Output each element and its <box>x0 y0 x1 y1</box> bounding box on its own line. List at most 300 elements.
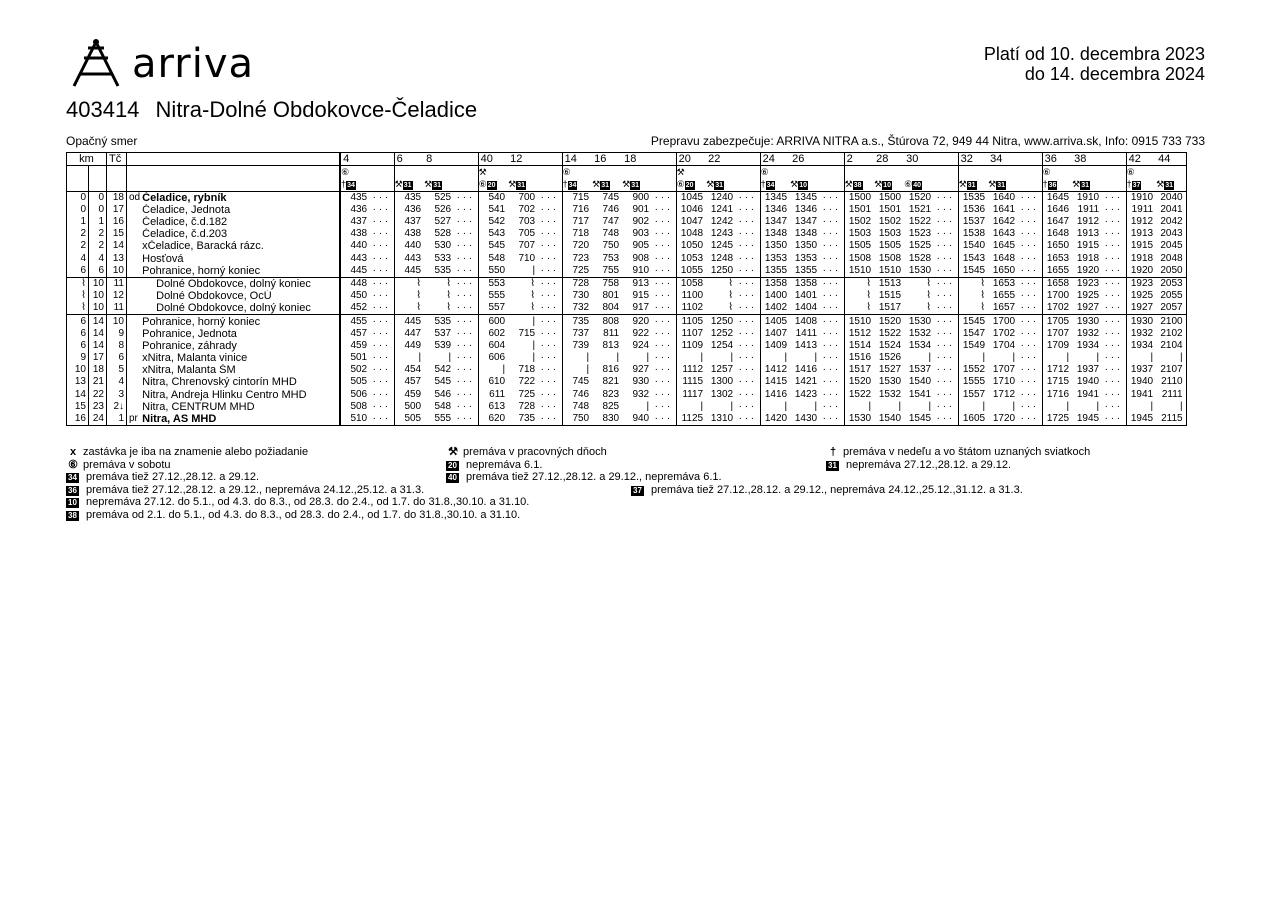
departure-time: 1945 <box>1076 413 1100 425</box>
departure-time: 1530 <box>848 413 872 425</box>
departure-time: 1712 <box>992 388 1016 400</box>
note-symbol: ⑥ <box>478 179 487 190</box>
departure-time: 606 <box>488 352 506 364</box>
stop-row <box>67 315 1187 328</box>
departure-time: · · · <box>538 352 562 364</box>
departure-time: 1537 <box>908 364 932 376</box>
departure-time: 1243 <box>710 228 734 240</box>
departure-time: · · · <box>538 265 562 278</box>
departure-time: 821 <box>602 376 620 388</box>
departure-time: · · · <box>370 413 394 426</box>
departure-time: · · · <box>370 290 394 302</box>
departure-time: · · · <box>652 364 676 376</box>
trip-note <box>508 166 538 179</box>
trip-note <box>478 178 508 191</box>
note-symbol: ⚒ <box>1156 179 1165 190</box>
legend-text: premáva tiež 27.12.,28.12. a 29.12., nepremáva 24.12.,25.12. a 31.3. <box>82 483 425 496</box>
departure-time: · · · <box>820 240 844 252</box>
departure-time: · · · <box>538 364 562 376</box>
stop-km-1: 6 <box>67 265 89 278</box>
stop-row <box>67 277 1187 290</box>
departure-time: 1500 <box>878 191 902 203</box>
stop-row <box>67 228 1187 240</box>
departure-time: 1932 <box>1130 327 1154 339</box>
departure-time: 447 <box>404 327 422 339</box>
departure-time: | <box>700 352 704 364</box>
note-symbol: ⑥ <box>1126 167 1135 178</box>
validity-period <box>984 44 1205 84</box>
departure-time: 437 <box>350 216 368 228</box>
departure-time: · · · <box>736 413 760 426</box>
departure-time: · · · <box>820 216 844 228</box>
departure-time: 2042 <box>1160 216 1183 228</box>
stop-km-2: 2 <box>89 240 107 252</box>
trip-number <box>1102 153 1126 166</box>
departure-time: 1501 <box>848 203 872 215</box>
departure-time: 710 <box>518 252 536 264</box>
note-badge: 20 <box>685 182 694 190</box>
departure-time: · · · <box>736 352 760 364</box>
departure-time: 2111 <box>1161 388 1183 400</box>
departure-time: 1405 <box>760 315 790 328</box>
departure-time: ⌇ <box>728 302 734 314</box>
departure-time: 1240 <box>710 191 734 203</box>
departure-time: · · · <box>652 265 676 278</box>
departure-time: 454 <box>404 364 422 376</box>
departure-time: · · · <box>820 376 844 388</box>
trip-note <box>562 178 592 191</box>
departure-time: 1048 <box>680 228 704 240</box>
departure-time: 2100 <box>1156 315 1186 328</box>
departure-time: 758 <box>592 277 622 290</box>
departure-time: 500 <box>404 400 422 412</box>
departure-time: 1932 <box>1076 327 1100 339</box>
departure-time: 435 <box>404 191 422 203</box>
departure-time: 940 <box>632 413 650 425</box>
departure-time: 745 <box>572 376 590 388</box>
departure-time: ⌇ <box>958 277 988 290</box>
departure-time: 1310 <box>710 413 734 425</box>
stop-km-2: 0 <box>89 204 107 216</box>
departure-time: 1502 <box>878 216 902 228</box>
departure-time: 2057 <box>1160 302 1183 314</box>
departure-time: | <box>616 352 620 364</box>
departure-time: 1535 <box>962 191 986 203</box>
departure-time: 735 <box>562 315 592 328</box>
departure-time: 830 <box>602 413 620 425</box>
departure-time: · · · <box>1102 191 1126 204</box>
departure-time: · · · <box>370 364 394 376</box>
departure-time: 739 <box>572 339 590 351</box>
note-symbol: ⚒ <box>592 179 601 190</box>
departure-time: 1526 <box>878 352 902 364</box>
trip-number <box>370 153 394 166</box>
departure-time: 1404 <box>794 302 818 314</box>
departure-time: · · · <box>1102 340 1126 352</box>
departure-time: | <box>868 400 872 412</box>
departure-time: 1053 <box>680 252 704 264</box>
departure-time: 445 <box>350 264 368 276</box>
departure-time: · · · <box>1018 290 1042 302</box>
departure-time: 718 <box>518 364 536 376</box>
stop-row <box>67 401 1187 413</box>
note-symbol: ⑥ <box>1042 167 1051 178</box>
departure-time: · · · <box>820 328 844 340</box>
trip-note <box>1042 166 1072 179</box>
stop-arr-dep <box>127 277 141 290</box>
departure-time: · · · <box>934 302 958 315</box>
departure-time: · · · <box>538 376 562 388</box>
departure-time: 1541 <box>908 388 932 400</box>
note-symbol: ⑥ <box>562 167 571 178</box>
departure-time: 546 <box>434 388 452 400</box>
departure-time: ⌇ <box>416 290 422 302</box>
legend-symbol: 31 <box>828 460 837 470</box>
departure-time: 930 <box>632 376 650 388</box>
departure-time: 457 <box>350 327 368 339</box>
departure-time: · · · <box>1102 352 1126 364</box>
departure-time: 1408 <box>790 315 820 328</box>
departure-time: 748 <box>572 400 590 412</box>
route-name: Nitra-Dolné Obdokovce-Čeladice <box>155 97 478 122</box>
departure-time: · · · <box>652 328 676 340</box>
departure-time: · · · <box>370 401 394 413</box>
departure-time: 1530 <box>878 376 902 388</box>
departure-time: 1715 <box>1046 376 1070 388</box>
departure-time: 1510 <box>878 264 902 276</box>
stop-km-2: 10 <box>89 277 107 290</box>
departure-time: 1401 <box>794 290 818 302</box>
legend-text: premáva od 2.1. do 5.1., od 4.3. do 8.3., od 28.3. do 2.4., od 1.7. do 31.8.,30.10. a 31.10. <box>82 508 521 521</box>
departure-time: 450 <box>350 290 368 302</box>
departure-time: · · · <box>454 228 478 240</box>
trip-note <box>1018 178 1042 191</box>
departure-time: 1300 <box>710 376 734 388</box>
trip-note <box>676 178 706 191</box>
departure-time: 1402 <box>764 302 788 314</box>
legend-symbol: 40 <box>448 473 457 482</box>
stop-name: Pohranice, horný koniec <box>140 315 340 328</box>
departure-time: 1501 <box>878 203 902 215</box>
departure-time: 811 <box>603 327 620 339</box>
departure-time: 539 <box>434 339 452 351</box>
departure-time: · · · <box>370 240 394 252</box>
note-symbol: † <box>1126 179 1132 190</box>
departure-time: 1423 <box>794 388 818 400</box>
departure-time: · · · <box>1102 253 1126 265</box>
stop-tariff-zone: 13 <box>107 253 127 265</box>
legend-item <box>66 509 520 522</box>
departure-time: 1530 <box>904 315 934 328</box>
note-symbol: ⚒ <box>676 167 685 178</box>
note-badge: 31 <box>403 182 412 190</box>
departure-time: 722 <box>518 376 536 388</box>
departure-time: 720 <box>572 240 590 252</box>
departure-time: ⌇ <box>416 302 422 314</box>
note-symbol: ⚒ <box>988 179 997 190</box>
departure-time: 1055 <box>680 264 704 276</box>
departure-time: 1241 <box>710 203 734 215</box>
departure-time: 1109 <box>681 339 704 351</box>
departure-time: 1923 <box>1126 277 1156 290</box>
departure-time: 746 <box>602 203 620 215</box>
trip-note <box>1072 166 1102 179</box>
stop-arr-dep <box>127 315 141 328</box>
stop-tariff-zone: 4 <box>107 376 127 388</box>
departure-time: 501 <box>350 352 368 364</box>
departure-time: 1940 <box>1130 376 1154 388</box>
departure-time: ⌇ <box>530 290 536 302</box>
legend-item <box>66 446 308 459</box>
departure-time: 1648 <box>992 252 1016 264</box>
trip-note <box>508 178 538 191</box>
departure-time: 1242 <box>710 216 734 228</box>
departure-time: · · · <box>736 253 760 265</box>
departure-time: 2107 <box>1160 364 1183 376</box>
departure-time: · · · <box>736 364 760 376</box>
departure-time: 1712 <box>1046 364 1070 376</box>
departure-time: 750 <box>602 240 620 252</box>
note-badge: 31 <box>967 182 976 190</box>
note-badge: 31 <box>997 182 1005 190</box>
departure-time: 602 <box>488 327 506 339</box>
departure-time: · · · <box>538 315 562 328</box>
departure-time: · · · <box>1102 228 1126 240</box>
departure-time: · · · <box>370 277 394 290</box>
stop-row <box>67 191 1187 204</box>
stop-arr-dep <box>127 204 141 216</box>
departure-time: 1347 <box>764 216 788 228</box>
departure-time: 745 <box>602 191 620 203</box>
departure-time: · · · <box>1018 191 1042 204</box>
departure-time: · · · <box>1018 340 1042 352</box>
legend-symbol: ⑥ <box>68 458 78 471</box>
departure-time: · · · <box>652 290 676 302</box>
departure-time: 825 <box>602 400 620 412</box>
departure-time: 1642 <box>992 216 1016 228</box>
departure-time: 1412 <box>764 364 788 376</box>
trip-note <box>562 166 592 179</box>
departure-time: · · · <box>538 277 562 290</box>
trip-note <box>706 166 736 179</box>
departure-time: 2045 <box>1160 240 1183 252</box>
stop-arr-dep <box>127 240 141 252</box>
trip-note <box>874 166 904 179</box>
departure-time: 1400 <box>764 290 788 302</box>
departure-time: 1407 <box>764 327 788 339</box>
departure-time: · · · <box>370 302 394 315</box>
legend-item <box>66 459 171 472</box>
departure-time: 1107 <box>681 327 704 339</box>
departure-time: 1655 <box>992 290 1016 302</box>
departure-time: 527 <box>434 216 452 228</box>
stop-km-1: 1 <box>67 216 89 228</box>
departure-time: · · · <box>934 413 958 426</box>
note-symbol: ⚒ <box>424 179 433 190</box>
departure-time: 611 <box>489 388 506 400</box>
trip-number: 22 <box>706 153 736 166</box>
departure-time: · · · <box>934 401 958 413</box>
departure-time: ⌇ <box>530 302 536 314</box>
trip-note <box>454 166 478 179</box>
departure-time: ⌇ <box>926 290 932 302</box>
legend-text: nepremáva 27.12.,28.12. a 29.12. <box>842 458 1012 471</box>
stop-km-1: 4 <box>67 253 89 265</box>
departure-time: · · · <box>736 376 760 388</box>
departure-time: · · · <box>652 216 676 228</box>
departure-time: · · · <box>1102 240 1126 252</box>
km-header: km <box>67 153 107 166</box>
departure-time: · · · <box>820 340 844 352</box>
trip-note <box>1126 166 1156 179</box>
departure-time: 1655 <box>1046 264 1070 276</box>
departure-time: · · · <box>652 376 676 388</box>
trip-note <box>736 178 760 191</box>
trip-note <box>958 178 988 191</box>
departure-time: 1522 <box>848 388 872 400</box>
departure-time: 1416 <box>794 364 818 376</box>
stop-arr-dep <box>127 253 141 265</box>
departure-time: | <box>898 400 902 412</box>
departure-time: · · · <box>370 352 394 364</box>
departure-time: 1358 <box>790 277 820 290</box>
departure-time: 1046 <box>680 203 704 215</box>
departure-time: · · · <box>736 228 760 240</box>
departure-time: · · · <box>454 302 478 315</box>
departure-time: | <box>700 400 704 412</box>
departure-time: · · · <box>1102 364 1126 376</box>
departure-time: 902 <box>632 216 650 228</box>
trip-note <box>1102 166 1126 179</box>
departure-time: 1302 <box>710 388 734 400</box>
stop-km-2: 14 <box>89 328 107 340</box>
stop-arr-dep: od <box>129 191 141 203</box>
departure-time: · · · <box>1018 401 1042 413</box>
departure-time: 1920 <box>1130 264 1154 276</box>
note-symbol: ⚒ <box>478 167 487 178</box>
departure-time: 1648 <box>1046 228 1070 240</box>
stop-km-2: 1 <box>89 216 107 228</box>
departure-time: · · · <box>934 376 958 388</box>
departure-time: · · · <box>652 389 676 401</box>
departure-time: · · · <box>652 413 676 426</box>
departure-time: · · · <box>1102 376 1126 388</box>
departure-time: · · · <box>454 216 478 228</box>
departure-time: · · · <box>736 302 760 315</box>
departure-time: 545 <box>488 240 506 252</box>
departure-time: 1702 <box>1046 302 1070 314</box>
departure-time: 505 <box>404 413 422 425</box>
departure-time: 913 <box>622 277 652 290</box>
departure-time: 1941 <box>1076 388 1100 400</box>
trip-number: 16 <box>592 153 622 166</box>
departure-time: 555 <box>434 413 452 425</box>
departure-time: · · · <box>454 315 478 328</box>
departure-time: 435 <box>350 191 368 203</box>
departure-time: 1941 <box>1130 388 1154 400</box>
departure-time: · · · <box>538 302 562 315</box>
departure-time: ⌇ <box>844 277 874 290</box>
departure-time: · · · <box>736 290 760 302</box>
departure-time: 1716 <box>1046 388 1070 400</box>
departure-time: 1520 <box>908 191 932 203</box>
note-symbol: ⑥ <box>760 167 769 178</box>
departure-time: 1937 <box>1076 364 1100 376</box>
departure-time: | <box>982 352 986 364</box>
departure-time: 542 <box>434 364 452 376</box>
trip-note <box>454 178 478 191</box>
stop-tariff-zone: 2↓ <box>107 401 127 413</box>
departure-time: 737 <box>572 327 590 339</box>
note-badge: 10 <box>799 182 807 190</box>
note-symbol: ⚒ <box>1072 179 1081 190</box>
departure-time: 1250 <box>710 264 734 276</box>
departure-time: · · · <box>454 376 478 388</box>
stop-arr-dep <box>127 216 141 228</box>
departure-time: 1557 <box>962 388 986 400</box>
departure-time: 1540 <box>908 376 932 388</box>
trip-note <box>736 166 760 179</box>
departure-time: 924 <box>632 339 650 351</box>
departure-time: 1653 <box>1046 252 1070 264</box>
legend-item <box>66 471 259 484</box>
stop-tariff-zone: 18 <box>107 191 127 204</box>
departure-time: | <box>502 364 506 376</box>
departure-time: 459 <box>350 339 368 351</box>
departure-time: 1702 <box>992 327 1016 339</box>
departure-time: 1927 <box>1130 302 1154 314</box>
note-symbol: ⚒ <box>790 179 799 190</box>
departure-time: 922 <box>632 327 650 339</box>
legend-symbol: 10 <box>68 498 77 507</box>
departure-time: · · · <box>1018 364 1042 376</box>
stop-name: Čeladice, Jednota <box>140 204 340 216</box>
km-blank <box>67 166 89 179</box>
departure-time: · · · <box>454 277 478 290</box>
departure-time: 1117 <box>682 388 704 400</box>
departure-time: 1530 <box>908 264 932 276</box>
departure-time: · · · <box>736 191 760 204</box>
departure-time: 1521 <box>908 203 932 215</box>
departure-time: 1534 <box>908 339 932 351</box>
stop-arr-dep <box>127 376 141 388</box>
departure-time: 1720 <box>992 413 1016 425</box>
trip-note <box>424 178 454 191</box>
trip-note <box>1102 178 1126 191</box>
departure-time: 610 <box>488 376 506 388</box>
note-badge: 34 <box>568 182 577 190</box>
note-symbol: ⑥ <box>341 167 350 178</box>
departure-time: · · · <box>1102 389 1126 401</box>
departure-time: 1704 <box>992 339 1016 351</box>
departure-time: 1653 <box>988 277 1018 290</box>
departure-time: 1411 <box>795 327 818 339</box>
departure-time: 1657 <box>992 302 1016 314</box>
stop-name: Dolné Obdokovce, dolný koniec <box>140 277 340 290</box>
departure-time: 927 <box>632 364 650 376</box>
stop-row <box>67 302 1187 315</box>
departure-time: 1912 <box>1076 216 1100 228</box>
note-badge: 40 <box>913 182 921 190</box>
departure-time: · · · <box>1102 315 1126 328</box>
trip-note <box>820 166 844 179</box>
departure-time: · · · <box>652 277 676 290</box>
validity-to: do 14. decembra 2024 <box>1024 64 1205 84</box>
departure-time: · · · <box>538 413 562 426</box>
departure-time: 555 <box>488 290 506 302</box>
departure-time: 901 <box>632 203 650 215</box>
departure-time: 1540 <box>962 240 986 252</box>
